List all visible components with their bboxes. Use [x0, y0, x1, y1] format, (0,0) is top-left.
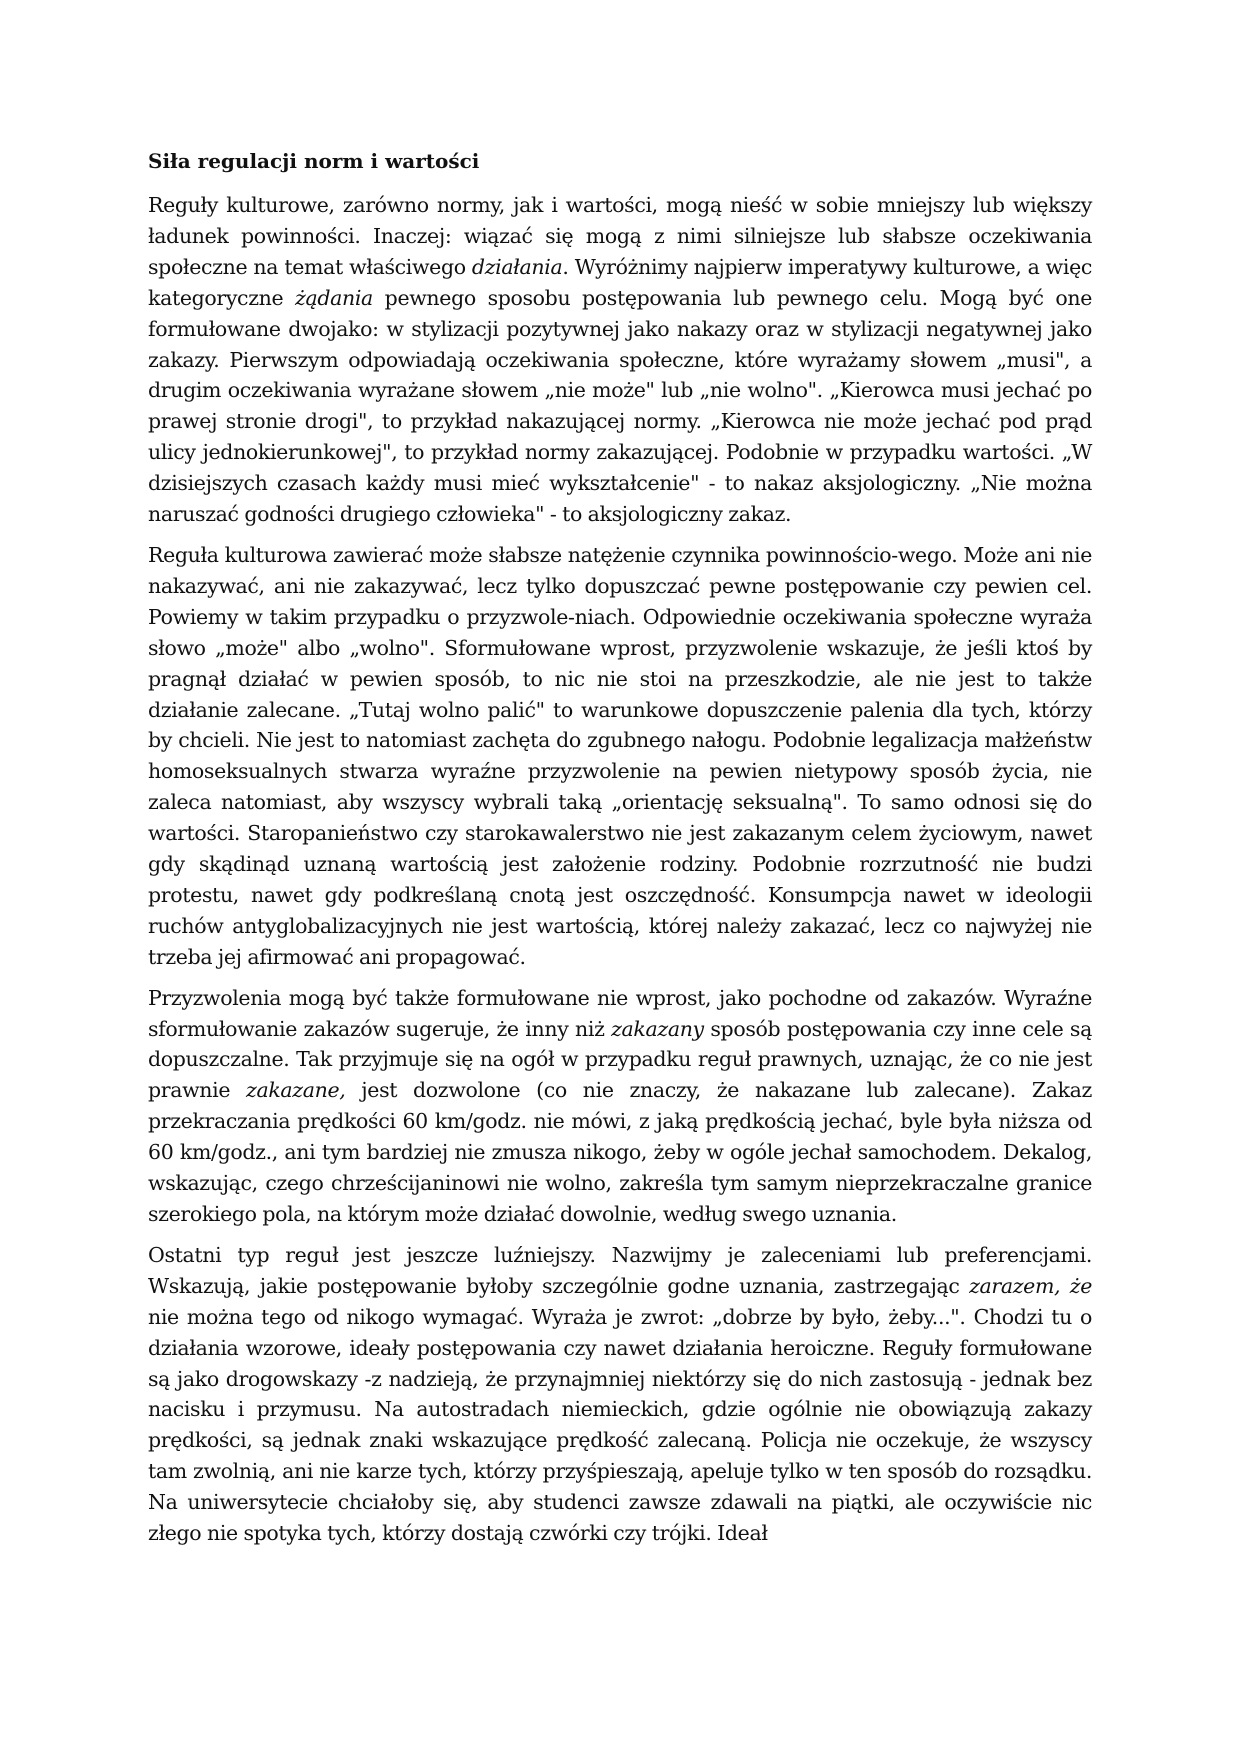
text-segment: Ostatni typ reguł jest jeszcze luźniejszy. Nazwijmy je zaleceniami lub preferencjami. Wskazują, jakie postępowanie byłoby szczególnie godne uznania, zastrzegając	[148, 1242, 1092, 1298]
document-title: Siła regulacji norm i wartości	[148, 149, 480, 173]
text-segment: Reguły kulturowe, zarówno normy, jak i wartości, mogą nieść w sobie mniejszy lub większy ładunek powinności. Inaczej: wiązać się mogą z nimi silniejsze lub słabsze oczekiwania społeczne na temat właściwego	[148, 193, 1092, 279]
text-segment: . Wyróżnimy najpierw imperatywy kulturowe, a więc kategoryczne	[148, 254, 1092, 310]
paragraph-2	[148, 540, 1092, 973]
text-segment: pewnego sposobu postępowania lub pewnego celu. Mogą być one formułowane dwojako: w stylizacji pozytywnej jako nakazy oraz w stylizacji negatywnej jako zakazy. Pierwszym odpowiadają oczekiwania społeczne, które wyrażamy słowem „musi", a drugim oczekiwania wyrażane słowem „nie może" lub „nie wolno". „Kierowca musi jechać po prawej stronie drogi", to przykład nakazującej normy. „Kierowca nie może jechać pod prąd ulicy jednokierunkowej", to przykład normy zakazującej. Podobnie w przypadku wartości. „W dzisiejszych czasach każdy musi mieć wykształcenie" - to nakaz aksjologiczny. „Nie można naruszać godności drugiego człowieka" - to aksjologiczny zakaz.	[148, 285, 1093, 527]
paragraph-3	[148, 983, 1092, 1230]
document-page	[148, 146, 1092, 1559]
emphasis-text: zakazane,	[246, 1078, 346, 1103]
paragraph-1	[148, 190, 1092, 530]
emphasis-text: zarazem, że	[969, 1273, 1093, 1298]
text-segment: Przyzwolenia mogą być także formułowane nie wprost, jako pochodne od zakazów. Wyraźne sformułowanie zakazów sugeruje, że inny niż	[148, 985, 1092, 1041]
paragraph-4	[148, 1240, 1092, 1549]
emphasis-text: żądania	[295, 285, 373, 310]
text-segment: sposób postępowania czy inne cele są dopuszczalne. Tak przyjmuje się na ogół w przypadku reguł prawnych, uznając, że co nie jest prawnie	[148, 1016, 1092, 1103]
text-segment: jest dozwolone (co nie znaczy, że nakazane lub zalecane). Zakaz przekraczania prędkości 60 km/godz. nie mówi, z jaką prędkością jechać, byle była niższa od 60 km/godz., ani tym bardziej nie zmusza nikogo, żeby w ogóle jechał samochodem. Dekalog, wskazując, czego chrześcijaninowi nie wolno, zakreśla tym samym nieprzekraczalne granice szerokiego pola, na którym może działać dowolnie, według swego uznania.	[148, 1078, 1093, 1226]
emphasis-text: działania	[471, 254, 563, 279]
emphasis-text: zakazany	[611, 1016, 704, 1041]
text-segment: Reguła kulturowa zawierać może słabsze natężenie czynnika powinnościo-wego. Może ani nie nakazywać, ani nie zakazywać, lecz tylko dopuszczać pewne postępowanie czy pewien cel. Powiemy w takim przypadku o przyzwole-niach. Odpowiednie oczekiwania społeczne wyraża słowo „może" albo „wolno". Sformułowane wprost, przyzwolenie wskazuje, że jeśli ktoś by pragnął działać w pewien sposób, to nic nie stoi na przeszkodzie, ale nie jest to także działanie zalecane. „Tutaj wolno palić" to warunkowe dopuszczenie palenia dla tych, którzy by chcieli. Nie jest to natomiast zachęta do zgubnego nałogu. Podobnie legalizacja małżeństw homoseksualnych stwarza wyraźne przyzwolenie na pewien nietypowy sposób życia, nie zaleca natomiast, aby wszyscy wybrali taką „orientację seksualną". To samo odnosi się do wartości. Staropanieństwo czy starokawalerstwo nie jest zakazanym celem życiowym, nawet gdy skądinąd uznaną wartością jest założenie rodziny. Podobnie rozrzutność nie budzi protestu, nawet gdy podkreślaną cnotą jest oszczędność. Konsumpcja nawet w ideologii ruchów antyglobalizacyjnych nie jest wartością, której należy zakazać, lecz co najwyżej nie trzeba jej afirmować ani propagować.	[148, 542, 1092, 969]
text-segment: nie można tego od nikogo wymagać. Wyraża je zwrot: „dobrze by było, żeby...". Chodzi tu o działania wzorowe, ideały postępowania czy nawet działania heroiczne. Reguły formułowane są jako drogowskazy -z nadzieją, że przynajmniej niektórzy się do nich zastosują - jednak bez nacisku i przymusu. Na autostradach niemieckich, gdzie ogólnie nie obowiązują zakazy prędkości, są jednak znaki wskazujące prędkość zalecaną. Policja nie oczekuje, że wszyscy tam zwolnią, ani nie karze tych, którzy przyśpieszają, apeluje tylko w ten sposób do rozsądku. Na uniwersytecie chciałoby się, aby studenci zawsze zdawali na piątki, ale oczywiście nic złego nie spotyka tych, którzy dostają czwórki czy trójki. Ideał	[148, 1304, 1092, 1546]
